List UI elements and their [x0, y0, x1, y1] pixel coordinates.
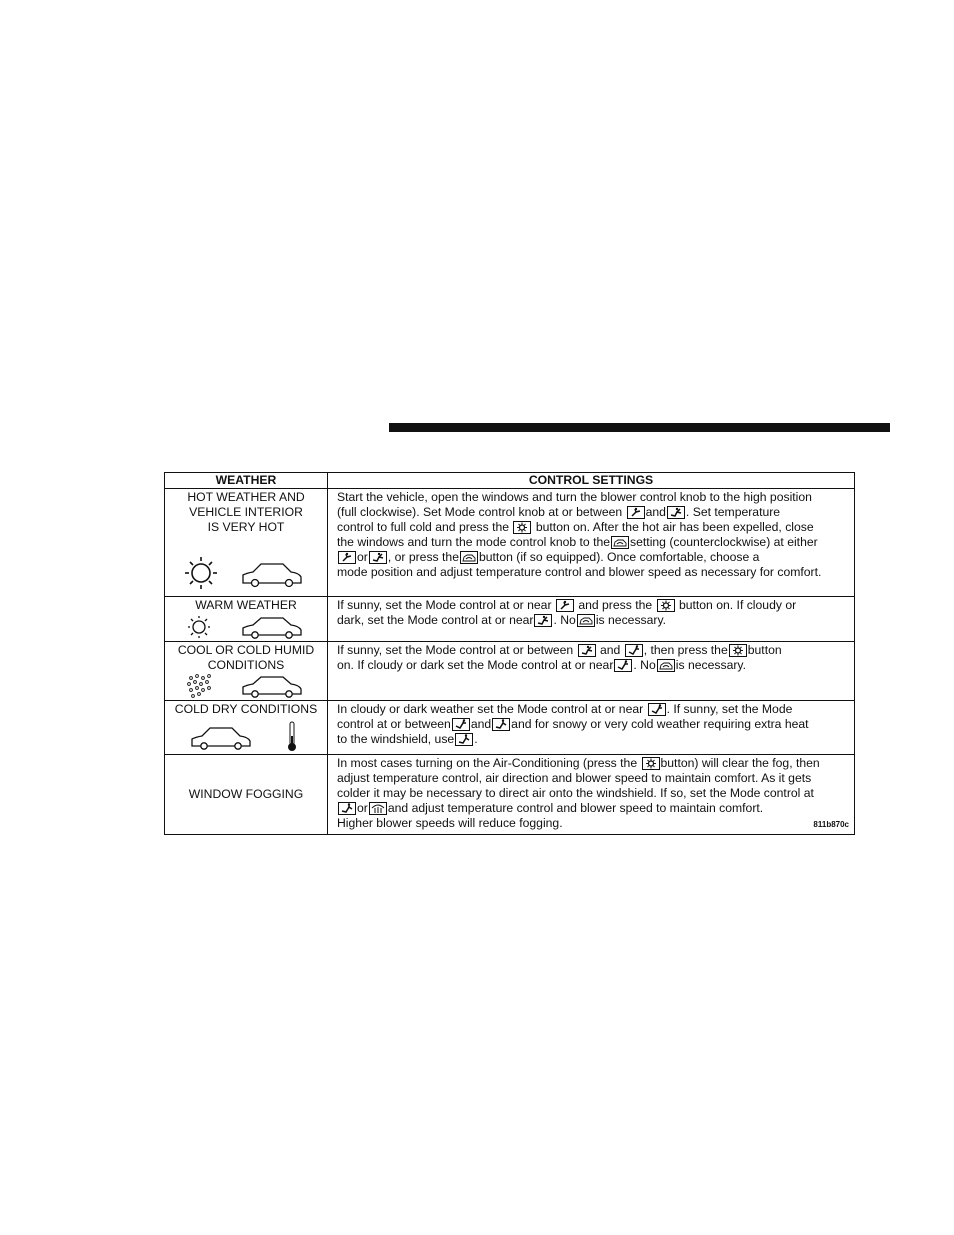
table-header-row: [165, 473, 855, 489]
mix-mode-icon: [338, 802, 356, 815]
bi-level-mode-icon: [578, 644, 596, 657]
floor-mode-icon: [625, 644, 643, 657]
settings-cell: In cloudy or dark weather set the Mode control at or near . If sunny, set the Mode control at or between and and for snowy or very cold weather requiring extra heat to the windshield, use .: [328, 701, 855, 755]
sun-icon: [185, 557, 217, 589]
panel-mode-icon: [627, 506, 645, 519]
car-icon: [243, 677, 301, 697]
control-settings-table: [164, 472, 855, 835]
panel-mode-icon: [338, 551, 356, 564]
panel-mode-icon: [556, 599, 574, 612]
rain-icon: [188, 675, 211, 698]
weather-cell: WINDOW FOGGING: [165, 755, 328, 835]
weather-cell: COLD DRY CONDITIONS: [165, 701, 328, 755]
weather-cell: WARM WEATHER: [165, 597, 328, 642]
table-row: [165, 642, 855, 701]
figure-code: 811b870c: [813, 820, 849, 829]
ac-button-icon: [657, 599, 675, 612]
car-icon: [243, 564, 301, 587]
settings-cell: In most cases turning on the Air-Conditioning (press the button) will clear the fog, then adjust temperature control, air direction and blower speed to maintain comfort. As it gets colder it may be necessary to direct air onto the windshield. If so, set the Mode control at or and adjust temperature control and blower speed to maintain comfort. Higher blower speeds will reduce fogging. 811b870c: [328, 755, 855, 835]
section-rule: [389, 423, 890, 432]
ac-button-icon: [642, 757, 660, 770]
table-row: [165, 755, 855, 835]
sun-icon: [188, 616, 210, 638]
bi-level-mode-icon: [667, 506, 685, 519]
ac-button-icon: [729, 644, 747, 657]
settings-cell: If sunny, set the Mode control at or near and press the button on. If cloudy or dark, set the Mode control at or near . No is necessary.: [328, 597, 855, 642]
car-icon: [243, 618, 301, 638]
table-row: [165, 489, 855, 597]
weather-column-header: WEATHER: [165, 473, 328, 489]
weather-cell: HOT WEATHER AND VEHICLE INTERIOR IS VERY HOT: [165, 489, 328, 597]
recirculation-icon: [460, 551, 478, 564]
floor-mode-icon: [648, 703, 666, 716]
weather-cell: COOL OR COLD HUMID CONDITIONS: [165, 642, 328, 701]
bi-level-mode-icon: [369, 551, 387, 564]
settings-cell: If sunny, set the Mode control at or between and , then press the button on. If cloudy or dark set the Mode control at or near . No is necessary.: [328, 642, 855, 701]
recirculation-icon: [611, 536, 629, 549]
car-icon: [192, 728, 250, 749]
settings-column-header: CONTROL SETTINGS: [328, 473, 855, 489]
thermometer-icon: [289, 722, 296, 751]
settings-cell: Start the vehicle, open the windows and turn the blower control knob to the high position (full clockwise). Set Mode control knob at or between and . Set temperature control to full cold and press the button on. After the hot air has been expelled, close the windows and turn the mode control knob to the setting (counterclockwise) at either or , or press the button (if so equipped). Once comfortable, choose a mode position and adjust temperature control and blower speed as necessary for comfort.: [328, 489, 855, 597]
floor-mode-icon: [452, 718, 470, 731]
defrost-icon: [369, 802, 387, 815]
table-row: [165, 597, 855, 642]
table-row: [165, 701, 855, 755]
recirculation-icon: [577, 614, 595, 627]
mix-mode-icon: [492, 718, 510, 731]
ac-button-icon: [513, 521, 531, 534]
recirculation-icon: [657, 659, 675, 672]
bi-level-mode-icon: [534, 614, 552, 627]
mix-mode-icon: [455, 733, 473, 746]
floor-mode-icon: [614, 659, 632, 672]
